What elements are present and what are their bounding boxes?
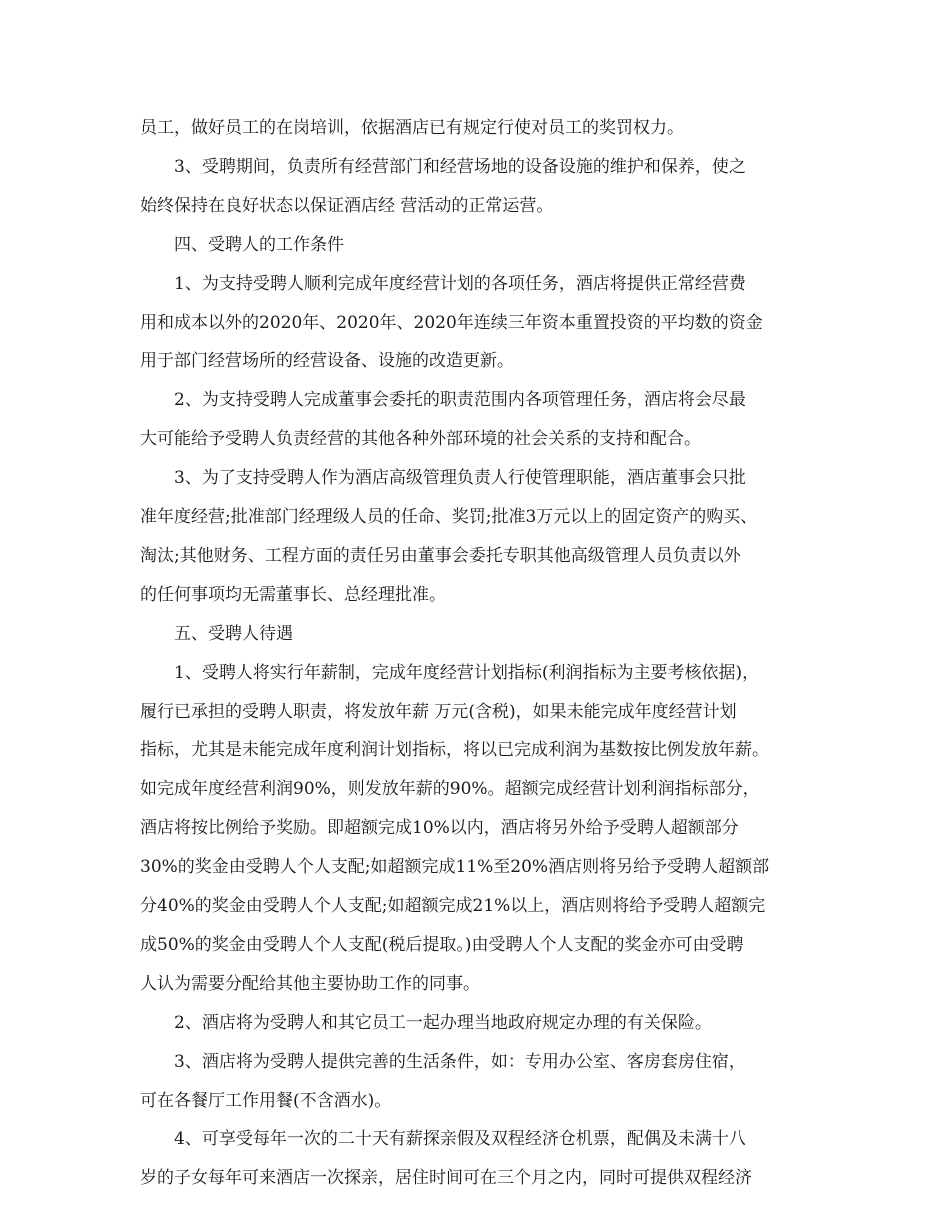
text-line: 员工，做好员工的在岗培训，依据酒店已有规定行使对员工的奖罚权力。 [140,118,684,138]
text-line: 4、可享受每年一次的二十天有薪探亲假及双程经济仓机票，配偶及未满十八 [174,1129,746,1150]
text-line: 履行已承担的受聘人职责，将发放年薪 万元(含税)，如果未能完成年度经营计划 [140,701,737,722]
text-line: 2、酒店将为受聘人和其它员工一起办理当地政府规定办理的有关保险。 [174,1012,712,1033]
text-line: 始终保持在良好状态以保证酒店经 营活动的正常运营。 [140,195,554,216]
text-line: 的任何事项均无需董事长、总经理批准。 [140,584,446,605]
text-line: 用于部门经营场所的经营设备、设施的改造更新。 [140,351,514,372]
text-line: 可在各餐厅工作用餐(不含酒水)。 [140,1090,392,1111]
text-line: 准年度经营;批准部门经理级人员的任命、奖罚;批准3万元以上的固定资产的购买、 [140,507,758,527]
text-line: 如完成年度经营利润90%，则发放年薪的90%。超额完成经营计划利润指标部分， [140,779,760,800]
text-line: 30%的奖金由受聘人个人支配;如超额完成11%至20%酒店则将另给予受聘人超额部 [140,857,770,878]
text-line: 大可能给予受聘人负责经营的其他各种外部环境的社会关系的支持和配合。 [140,429,701,450]
text-line: 酒店将按比例给予奖励。即超额完成10%以内，酒店将另外给予受聘人超额部分 [140,818,739,839]
text-line: 指标，尤其是未能完成年度利润计划指标，将以已完成利润为基数按比例发放年薪。 [140,740,769,761]
text-line: 用和成本以外的2020年、2020年、2020年连续三年资本重置投资的平均数的资金 [140,312,763,333]
text-line: 成50%的奖金由受聘人个人支配(税后提取。)由受聘人个人支配的奖金亦可由受聘 [140,934,744,955]
text-line: 淘汰;其他财务、工程方面的责任另由董事会委托专职其他高级管理人员负责以外 [140,545,741,566]
section-heading: 五、受聘人待遇 [174,623,293,644]
text-line: 1、受聘人将实行年薪制，完成年度经营计划指标(利润指标为主要考核依据)， [174,662,760,683]
text-line: 岁的子女每年可来酒店一次探亲，居住时间可在三个月之内，同时可提供双程经济 [140,1168,752,1189]
text-line: 人认为需要分配给其他主要协助工作的同事。 [140,973,480,994]
text-line: 3、受聘期间，负责所有经营部门和经营场地的设备设施的维护和保养，使之 [174,156,746,177]
section-heading: 四、受聘人的工作条件 [174,234,344,255]
text-line: 2、为支持受聘人完成董事会委托的职责范围内各项管理任务，酒店将会尽最 [174,390,746,411]
text-line: 3、酒店将为受聘人提供完善的生活条件，如：专用办公室、客房套房住宿， [174,1051,746,1072]
text-line: 3、为了支持受聘人作为酒店高级管理负责人行使管理职能，酒店董事会只批 [174,468,746,489]
text-line: 分40%的奖金由受聘人个人支配;如超额完成21%以上，酒店则将给予受聘人超额完 [140,896,766,916]
text-line: 1、为支持受聘人顺利完成年度经营计划的各项任务，酒店将提供正常经营费 [174,273,746,294]
